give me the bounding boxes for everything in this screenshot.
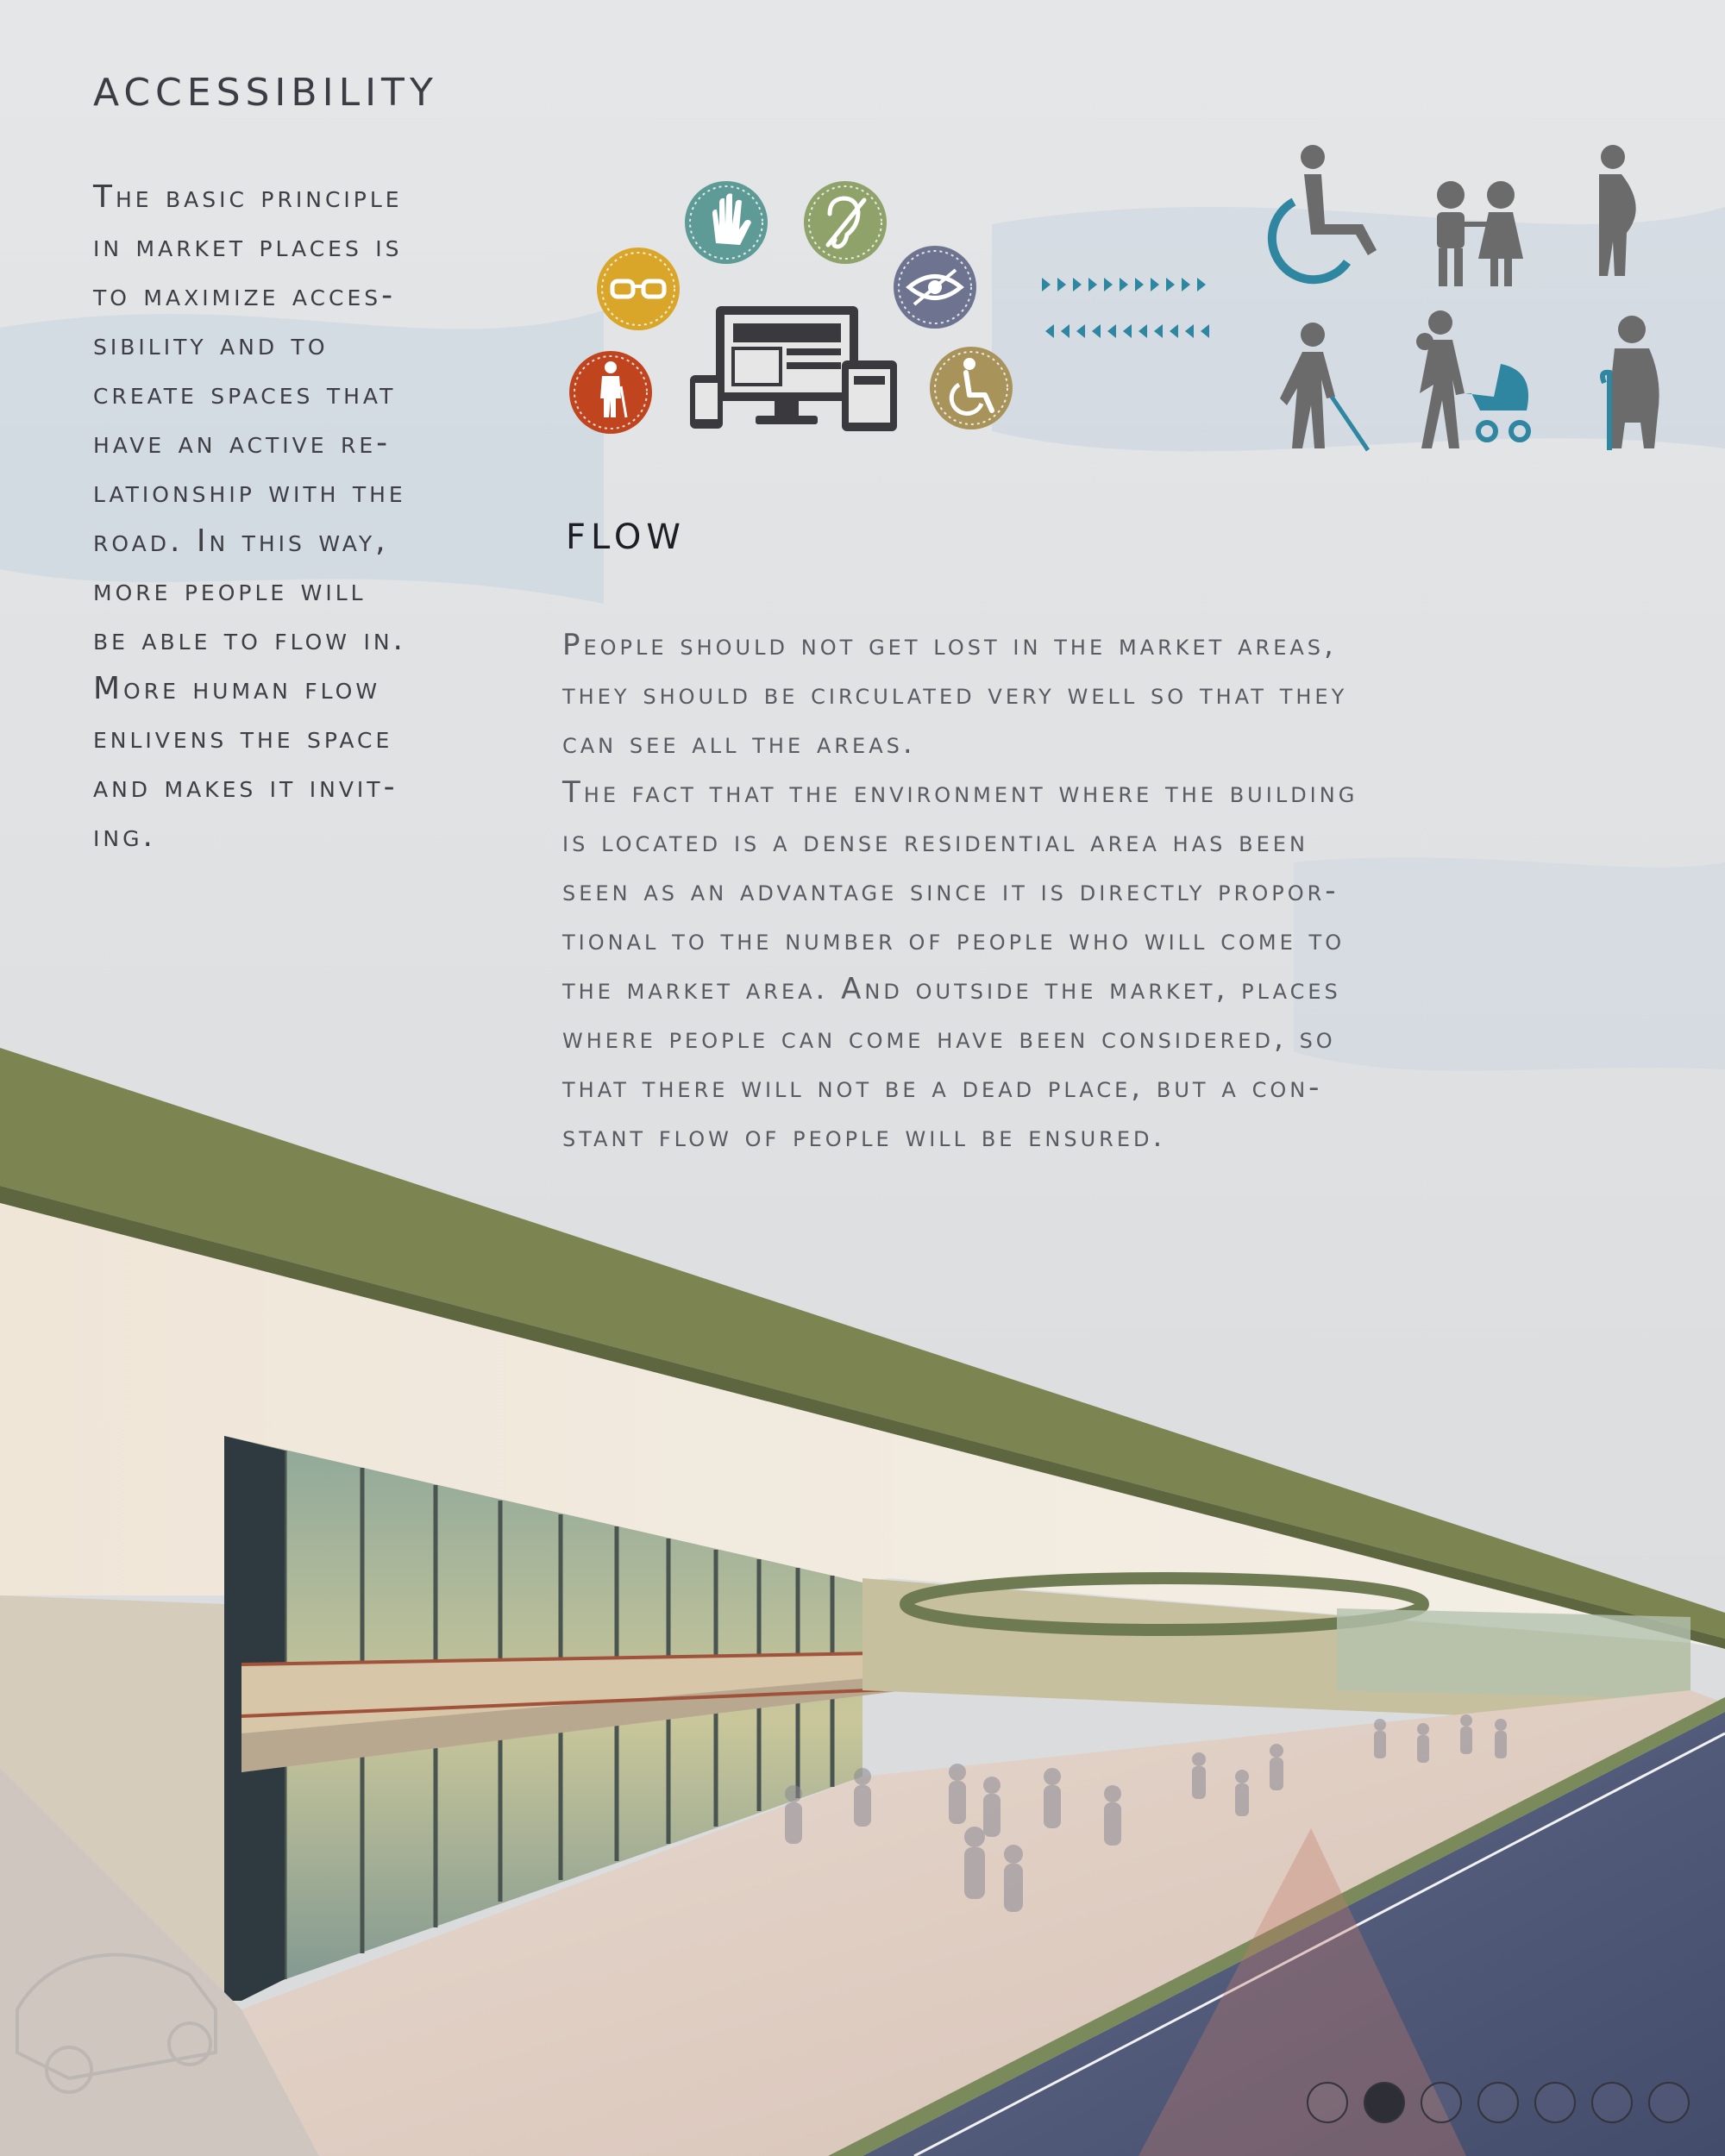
accessibility-line: lationship with the (93, 474, 406, 510)
accessibility-line: be able to flow in. (93, 622, 406, 657)
page-dot-7[interactable] (1648, 2082, 1690, 2123)
page-dot-6[interactable] (1591, 2082, 1633, 2123)
flow-line: can see all the areas. (562, 726, 916, 761)
accessibility-line: to maximize acces- (93, 278, 397, 313)
accessibility-line: create spaces that (93, 376, 397, 411)
accessibility-line: ing. (93, 818, 156, 854)
elderly-cane-icon (1603, 316, 1659, 450)
children-icon (1437, 181, 1523, 286)
elderly-icon (569, 351, 652, 434)
flow-arrows-icon (1035, 274, 1216, 343)
page-dot-5[interactable] (1534, 2082, 1576, 2123)
accessibility-line: sibility and to (93, 327, 329, 362)
flow-line: People should not get lost in the market areas, (562, 628, 1337, 662)
flow-line: stant flow of people will be ensured. (562, 1119, 1166, 1154)
glasses-icon (597, 248, 680, 330)
eye-icon (894, 246, 976, 329)
accessibility-line: More human flow (93, 671, 381, 706)
flow-title: FLOW (566, 517, 686, 557)
page-dot-3[interactable] (1421, 2082, 1462, 2123)
hearing-icon (804, 181, 887, 264)
accessibility-paragraph (93, 172, 542, 861)
flow-line: that there will not be a dead place, but a con- (562, 1070, 1323, 1105)
flow-line: the market area. And outside the market, places (562, 972, 1341, 1006)
flow-line: tional to the number of people who will come to (562, 923, 1346, 957)
accessibility-line: and makes it invit- (93, 769, 398, 805)
flow-line: they should be circulated very well so that they (562, 677, 1348, 711)
wheelchair-icon (930, 347, 1013, 429)
blind-person-icon (1280, 323, 1368, 450)
accessibility-line: road. In this way, (93, 523, 389, 559)
accessibility-line: The basic principle (93, 179, 403, 215)
pregnant-icon (1599, 145, 1636, 276)
people-icons (1242, 138, 1690, 466)
flow-line: The fact that the environment where the building (562, 775, 1358, 810)
devices-icon (690, 306, 897, 431)
wheelchair-user-icon (1272, 145, 1377, 279)
page-dot-4[interactable] (1477, 2082, 1519, 2123)
flow-line: where people can come have been considered, so (562, 1021, 1336, 1056)
flow-paragraph (562, 621, 1684, 1162)
accessibility-title: ACCESSIBILITY (93, 71, 438, 115)
accessibility-line: have an active re- (93, 425, 392, 461)
accessibility-line: in market places is (93, 229, 403, 264)
page-dot-2[interactable] (1364, 2082, 1405, 2123)
accessibility-line: enlivens the space (93, 720, 393, 755)
hand-icon (685, 181, 768, 264)
parent-stroller-icon (1416, 310, 1528, 448)
page-dot-1[interactable] (1307, 2082, 1348, 2123)
accessibility-line: more people will (93, 573, 367, 608)
flow-line: is located is a dense residential area has been (562, 824, 1308, 859)
accessibility-icon-cluster (561, 172, 1026, 448)
flow-line: seen as an advantage since it is directly propor- (562, 874, 1339, 908)
